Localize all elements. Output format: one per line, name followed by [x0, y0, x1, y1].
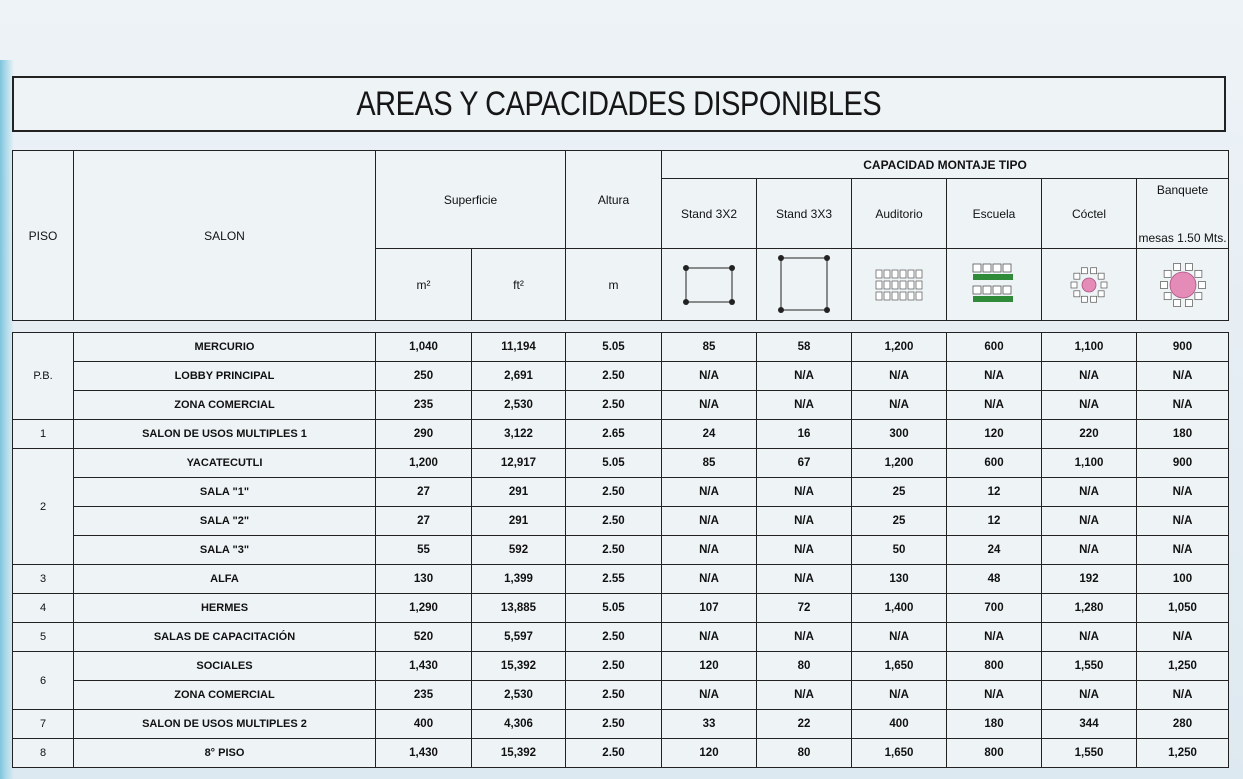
altura-cell: 2.65: [566, 420, 662, 449]
area-ft2-cell: 2,530: [472, 391, 566, 420]
piso-cell: P.B.: [13, 333, 74, 420]
header-banquete-label: Banquete: [1156, 182, 1209, 197]
banquete-cell: N/A: [1137, 362, 1229, 391]
salon-cell: SALAS DE CAPACITACIÓN: [74, 623, 376, 652]
area-ft2-cell: 2,691: [472, 362, 566, 391]
coctel-cell: N/A: [1042, 623, 1137, 652]
piso-cell: 2: [13, 449, 74, 565]
auditorio-cell: 1,650: [852, 652, 947, 681]
banquete-cell: 1,050: [1137, 594, 1229, 623]
banquete-cell: 900: [1137, 449, 1229, 478]
header-table: [12, 150, 1229, 321]
stand-3x2-cell: 33: [662, 710, 757, 739]
escuela-cell: N/A: [947, 623, 1042, 652]
banquete-cell: N/A: [1137, 507, 1229, 536]
stand-3x3-cell: 80: [757, 652, 852, 681]
coctel-cell: N/A: [1042, 362, 1137, 391]
header-auditorio: Auditorio: [852, 179, 947, 249]
altura-cell: 2.50: [566, 391, 662, 420]
escuela-cell: 120: [947, 420, 1042, 449]
altura-cell: 2.50: [566, 536, 662, 565]
escuela-cell: 180: [947, 710, 1042, 739]
stand-3x3-cell: N/A: [757, 391, 852, 420]
auditorio-cell: 50: [852, 536, 947, 565]
area-m2-cell: 27: [376, 478, 472, 507]
salon-cell: SALON DE USOS MULTIPLES 2: [74, 710, 376, 739]
stand-3x3-cell: N/A: [757, 536, 852, 565]
stand-3x3-cell: N/A: [757, 507, 852, 536]
table-row: [13, 333, 1229, 362]
altura-cell: 5.05: [566, 333, 662, 362]
escuela-cell: 800: [947, 652, 1042, 681]
header-stand-3x3: Stand 3X3: [757, 179, 852, 249]
header-banquete-sub: mesas 1.50 Mts.: [1138, 230, 1227, 245]
banquete-cell: 100: [1137, 565, 1229, 594]
piso-cell: 8: [13, 739, 74, 768]
area-m2-cell: 400: [376, 710, 472, 739]
table-row: [13, 420, 1229, 449]
stand-3x3-cell: N/A: [757, 623, 852, 652]
table-row: [13, 594, 1229, 623]
area-ft2-cell: 4,306: [472, 710, 566, 739]
banquete-cell: N/A: [1137, 478, 1229, 507]
table-row: [13, 391, 1229, 420]
header-capacidad: CAPACIDAD MONTAJE TIPO: [662, 151, 1229, 179]
area-ft2-cell: 15,392: [472, 739, 566, 768]
area-m2-cell: 55: [376, 536, 472, 565]
coctel-cell: 1,280: [1042, 594, 1137, 623]
salon-cell: SOCIALES: [74, 652, 376, 681]
auditorio-cell: 400: [852, 710, 947, 739]
auditorio-cell: 1,200: [852, 449, 947, 478]
stand-3x2-cell: 85: [662, 449, 757, 478]
area-m2-cell: 235: [376, 681, 472, 710]
page-title: AREAS Y CAPACIDADES DISPONIBLES: [356, 84, 882, 123]
stand-3x2-cell: N/A: [662, 565, 757, 594]
salon-cell: SALON DE USOS MULTIPLES 1: [74, 420, 376, 449]
altura-cell: 2.50: [566, 652, 662, 681]
salon-cell: 8° PISO: [74, 739, 376, 768]
salon-cell: LOBBY PRINCIPAL: [74, 362, 376, 391]
unit-m: m: [566, 249, 662, 321]
escuela-cell: 800: [947, 739, 1042, 768]
escuela-cell: 12: [947, 507, 1042, 536]
auditorio-cell: N/A: [852, 362, 947, 391]
unit-ft2: ft²: [472, 249, 566, 321]
header-piso: PISO: [13, 151, 74, 321]
table-row: [13, 362, 1229, 391]
stand-3x3-cell: 22: [757, 710, 852, 739]
stand-3x2-cell: N/A: [662, 391, 757, 420]
piso-cell: 6: [13, 652, 74, 710]
area-m2-cell: 290: [376, 420, 472, 449]
area-m2-cell: 130: [376, 565, 472, 594]
table-row: [13, 652, 1229, 681]
area-ft2-cell: 15,392: [472, 652, 566, 681]
coctel-cell: 220: [1042, 420, 1137, 449]
area-m2-cell: 235: [376, 391, 472, 420]
escuela-cell: N/A: [947, 362, 1042, 391]
area-ft2-cell: 592: [472, 536, 566, 565]
salon-cell: SALA "1": [74, 478, 376, 507]
stand-3x2-cell: N/A: [662, 623, 757, 652]
area-m2-cell: 1,040: [376, 333, 472, 362]
stand-3x2-cell: N/A: [662, 507, 757, 536]
salon-cell: ZONA COMERCIAL: [74, 391, 376, 420]
table-row: [13, 710, 1229, 739]
title-box: [12, 76, 1226, 132]
banquete-cell: 900: [1137, 333, 1229, 362]
altura-cell: 2.50: [566, 710, 662, 739]
piso-cell: 7: [13, 710, 74, 739]
header-banquete: [1137, 179, 1229, 249]
stand-3x3-cell: 67: [757, 449, 852, 478]
header-salon: SALON: [74, 151, 376, 321]
coctel-cell: N/A: [1042, 391, 1137, 420]
banquete-cell: 1,250: [1137, 739, 1229, 768]
salon-cell: MERCURIO: [74, 333, 376, 362]
stand-3x3-cell: N/A: [757, 681, 852, 710]
stand-3x2-cell: 107: [662, 594, 757, 623]
auditorio-cell: 1,200: [852, 333, 947, 362]
piso-cell: 5: [13, 623, 74, 652]
coctel-cell: 1,550: [1042, 739, 1137, 768]
capacity-table: [12, 332, 1229, 768]
area-ft2-cell: 2,530: [472, 681, 566, 710]
escuela-cell: N/A: [947, 391, 1042, 420]
stand-3x2-cell: N/A: [662, 362, 757, 391]
stand-3x2-cell: 120: [662, 652, 757, 681]
salon-cell: HERMES: [74, 594, 376, 623]
stand-3x3-cell: N/A: [757, 478, 852, 507]
area-ft2-cell: 12,917: [472, 449, 566, 478]
area-m2-cell: 1,430: [376, 739, 472, 768]
area-ft2-cell: 3,122: [472, 420, 566, 449]
stand-3x2-cell: 24: [662, 420, 757, 449]
unit-m2: m²: [376, 249, 472, 321]
altura-cell: 2.50: [566, 507, 662, 536]
stand-3x2-cell: 120: [662, 739, 757, 768]
escuela-cell: 12: [947, 478, 1042, 507]
coctel-cell: 192: [1042, 565, 1137, 594]
banquete-cell: N/A: [1137, 681, 1229, 710]
auditorio-cell: 300: [852, 420, 947, 449]
stand-3x2-icon: [662, 249, 757, 321]
area-ft2-cell: 1,399: [472, 565, 566, 594]
table-row: [13, 449, 1229, 478]
header-stand-3x2: Stand 3X2: [662, 179, 757, 249]
piso-cell: 4: [13, 594, 74, 623]
banquete-cell: 1,250: [1137, 652, 1229, 681]
table-row: [13, 623, 1229, 652]
header-coctel: Cóctel: [1042, 179, 1137, 249]
escuela-cell: N/A: [947, 681, 1042, 710]
area-ft2-cell: 291: [472, 478, 566, 507]
stand-3x2-cell: N/A: [662, 536, 757, 565]
header-superficie: Superficie: [376, 151, 566, 249]
table-row: [13, 739, 1229, 768]
header-altura: Altura: [566, 151, 662, 249]
stand-3x3-icon: [757, 249, 852, 321]
escuela-cell: 700: [947, 594, 1042, 623]
salon-cell: ZONA COMERCIAL: [74, 681, 376, 710]
table-row: [13, 536, 1229, 565]
stand-3x3-cell: 16: [757, 420, 852, 449]
table-row: [13, 478, 1229, 507]
stand-3x3-cell: 58: [757, 333, 852, 362]
escuela-cell: 48: [947, 565, 1042, 594]
table-body: [12, 332, 1228, 770]
coctel-cell: 1,100: [1042, 449, 1137, 478]
auditorio-icon: [852, 249, 947, 321]
area-ft2-cell: 291: [472, 507, 566, 536]
area-ft2-cell: 13,885: [472, 594, 566, 623]
piso-cell: 1: [13, 420, 74, 449]
table-header: [12, 150, 1228, 320]
stand-3x2-cell: N/A: [662, 478, 757, 507]
altura-cell: 2.50: [566, 623, 662, 652]
table-row: [13, 507, 1229, 536]
escuela-cell: 600: [947, 449, 1042, 478]
auditorio-cell: N/A: [852, 623, 947, 652]
auditorio-cell: N/A: [852, 681, 947, 710]
header-escuela: Escuela: [947, 179, 1042, 249]
banquete-cell: N/A: [1137, 536, 1229, 565]
auditorio-cell: 1,650: [852, 739, 947, 768]
area-m2-cell: 27: [376, 507, 472, 536]
area-ft2-cell: 5,597: [472, 623, 566, 652]
auditorio-cell: 1,400: [852, 594, 947, 623]
auditorio-cell: N/A: [852, 391, 947, 420]
banquete-icon: [1137, 249, 1229, 321]
escuela-cell: 600: [947, 333, 1042, 362]
escuela-cell: 24: [947, 536, 1042, 565]
salon-cell: ALFA: [74, 565, 376, 594]
escuela-icon: [947, 249, 1042, 321]
coctel-cell: 344: [1042, 710, 1137, 739]
auditorio-cell: 130: [852, 565, 947, 594]
coctel-cell: N/A: [1042, 478, 1137, 507]
auditorio-cell: 25: [852, 478, 947, 507]
banquete-cell: N/A: [1137, 391, 1229, 420]
stand-3x3-cell: 80: [757, 739, 852, 768]
stand-3x2-cell: 85: [662, 333, 757, 362]
coctel-cell: N/A: [1042, 536, 1137, 565]
area-m2-cell: 1,200: [376, 449, 472, 478]
area-m2-cell: 1,430: [376, 652, 472, 681]
table-row: [13, 681, 1229, 710]
area-m2-cell: 250: [376, 362, 472, 391]
salon-cell: SALA "3": [74, 536, 376, 565]
coctel-cell: 1,100: [1042, 333, 1137, 362]
banquete-cell: N/A: [1137, 623, 1229, 652]
banquete-cell: 180: [1137, 420, 1229, 449]
altura-cell: 2.55: [566, 565, 662, 594]
area-m2-cell: 520: [376, 623, 472, 652]
stand-3x3-cell: 72: [757, 594, 852, 623]
coctel-cell: 1,550: [1042, 652, 1137, 681]
altura-cell: 2.50: [566, 681, 662, 710]
altura-cell: 2.50: [566, 362, 662, 391]
coctel-icon: [1042, 249, 1137, 321]
altura-cell: 5.05: [566, 449, 662, 478]
area-ft2-cell: 11,194: [472, 333, 566, 362]
banquete-cell: 280: [1137, 710, 1229, 739]
table-row: [13, 565, 1229, 594]
coctel-cell: N/A: [1042, 681, 1137, 710]
auditorio-cell: 25: [852, 507, 947, 536]
stand-3x3-cell: N/A: [757, 362, 852, 391]
stand-3x3-cell: N/A: [757, 565, 852, 594]
altura-cell: 2.50: [566, 478, 662, 507]
piso-cell: 3: [13, 565, 74, 594]
altura-cell: 2.50: [566, 739, 662, 768]
stand-3x2-cell: N/A: [662, 681, 757, 710]
area-m2-cell: 1,290: [376, 594, 472, 623]
coctel-cell: N/A: [1042, 507, 1137, 536]
salon-cell: YACATECUTLI: [74, 449, 376, 478]
altura-cell: 5.05: [566, 594, 662, 623]
salon-cell: SALA "2": [74, 507, 376, 536]
